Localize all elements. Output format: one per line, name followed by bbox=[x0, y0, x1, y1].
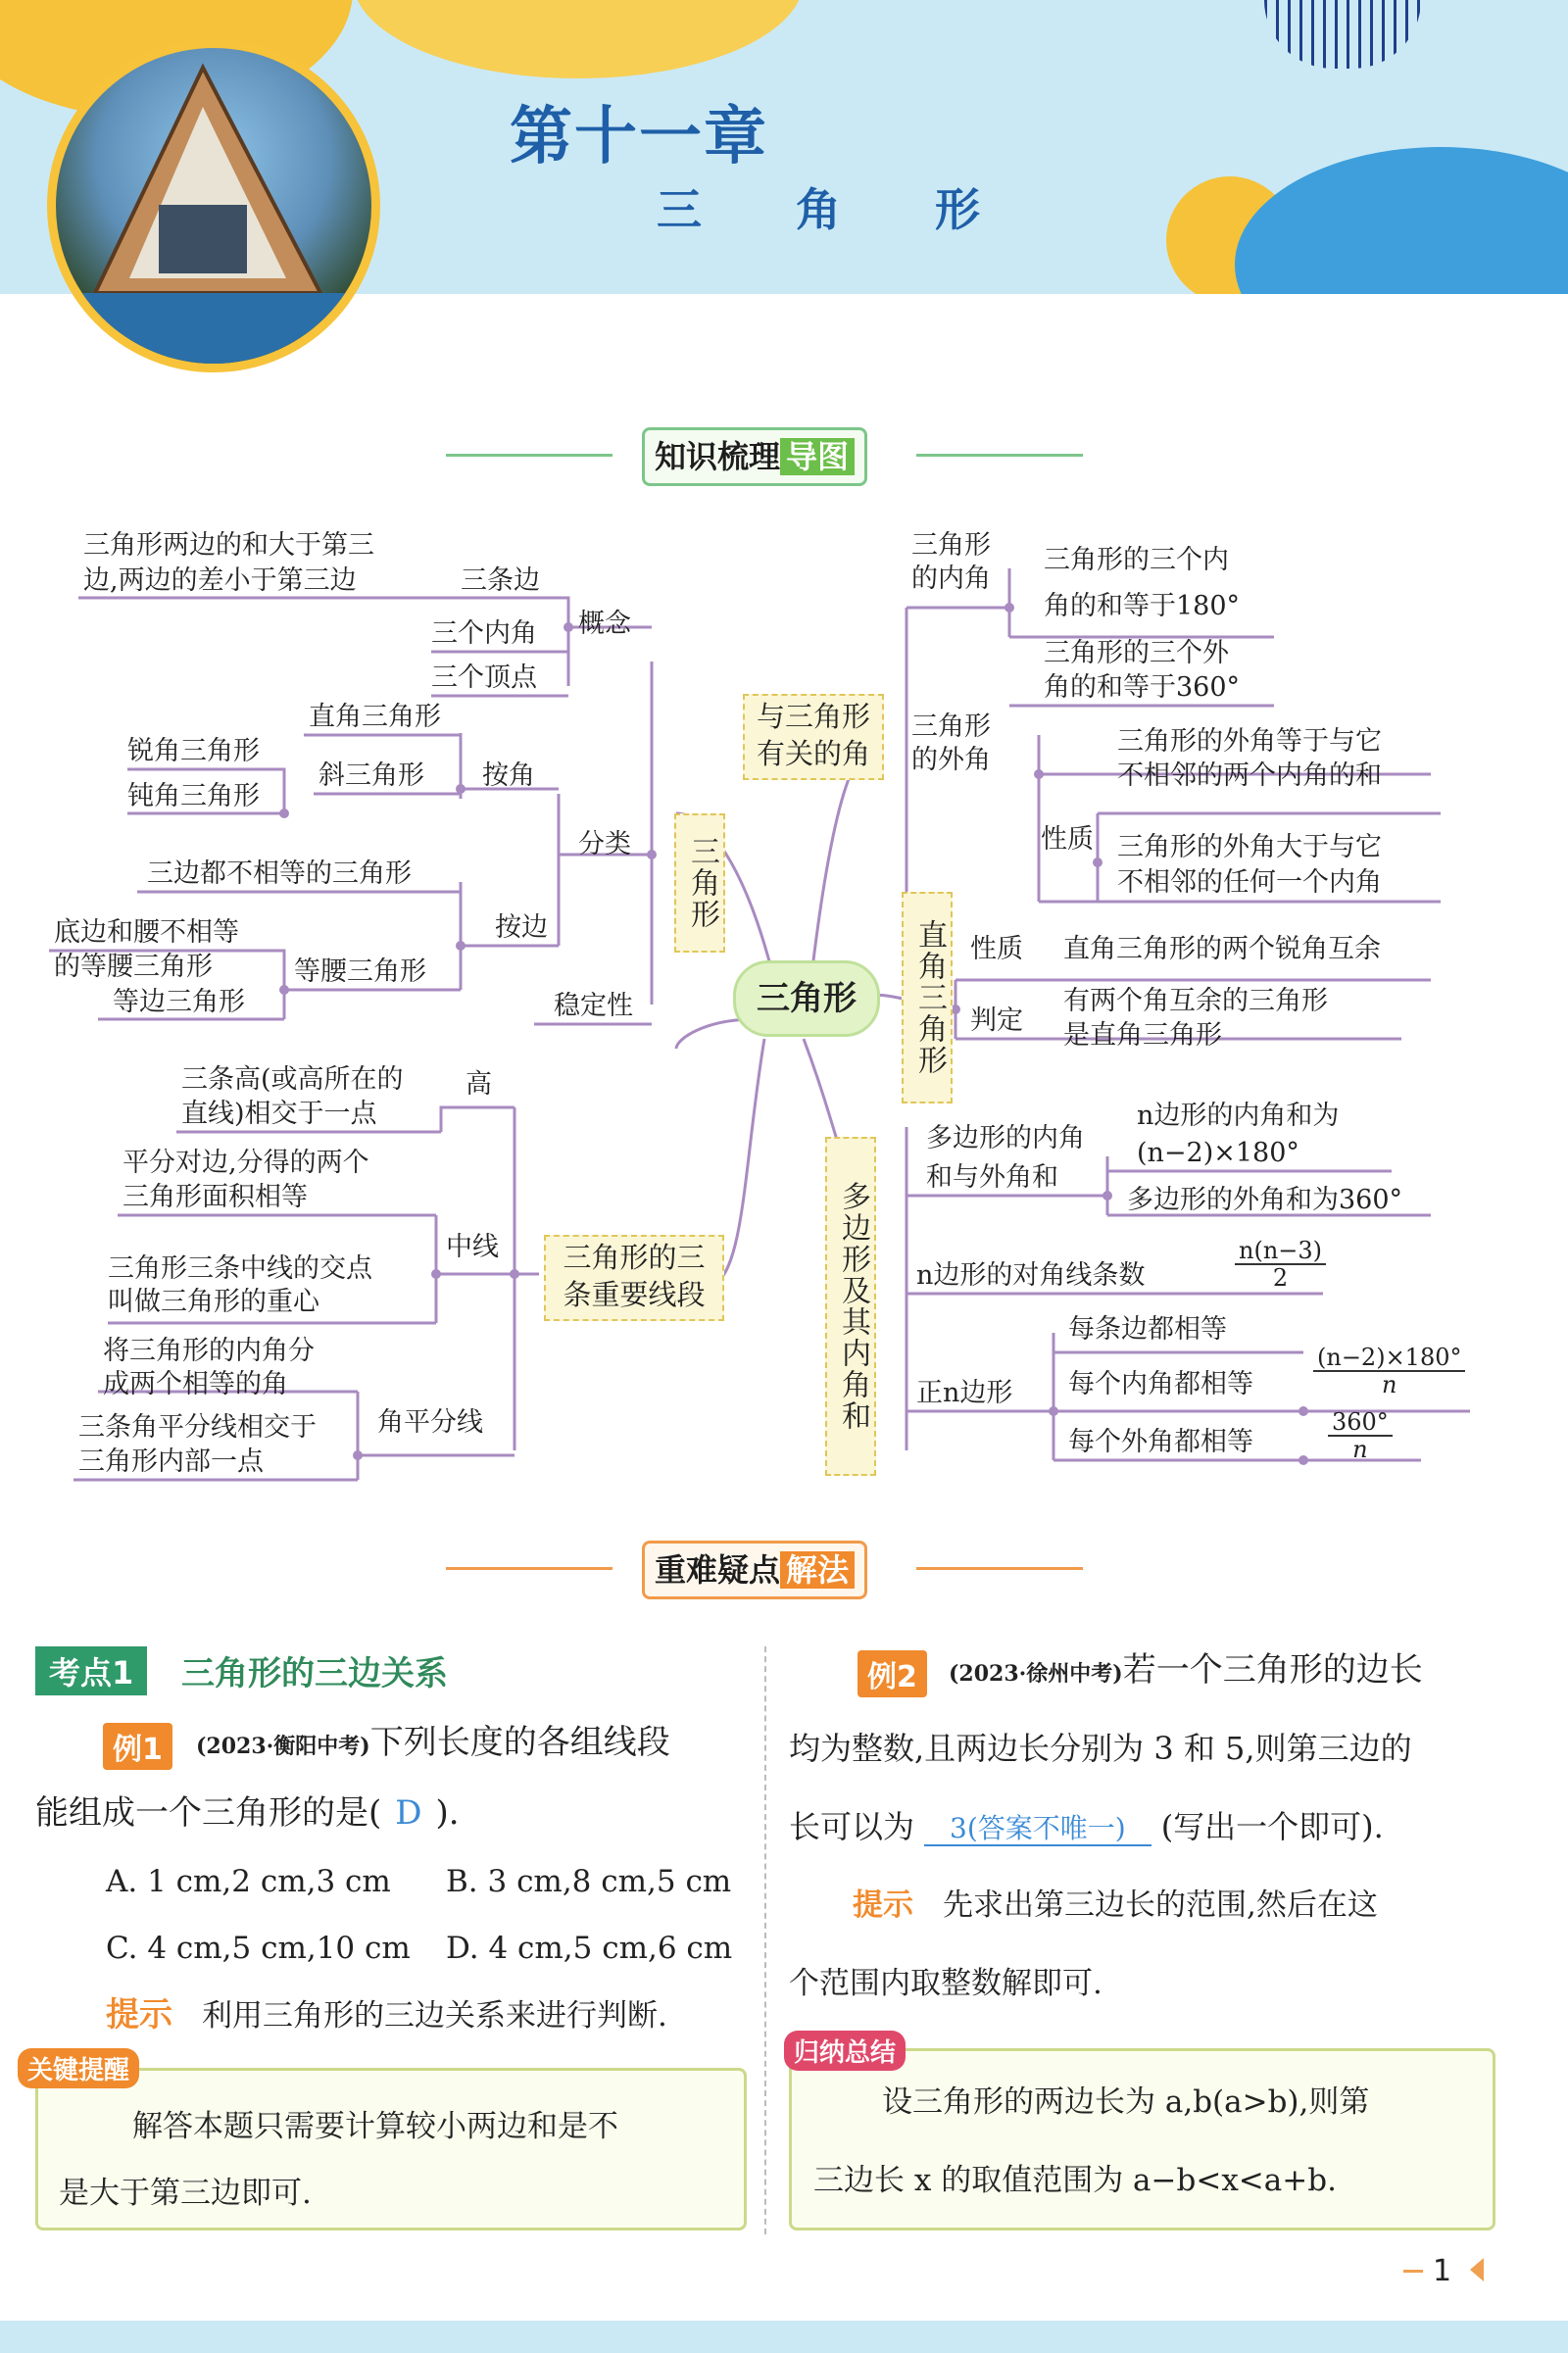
equilateral-triangle: 等边三角形 bbox=[113, 987, 245, 1017]
interior-sum-2: 角的和等于180° bbox=[1044, 591, 1241, 621]
diagonal-formula: $\frac{n(n-3)}{2}$ bbox=[1235, 1238, 1326, 1291]
point-label: 考点1 bbox=[35, 1646, 147, 1695]
decor-stripes bbox=[1264, 0, 1421, 69]
example2-hint-2: 个范围内取整数解即可. bbox=[789, 1966, 1102, 2001]
page-number: 1 bbox=[1433, 2254, 1452, 2288]
key-reminder-tag: 关键提醒 bbox=[18, 2048, 139, 2088]
mind-map bbox=[0, 490, 1568, 1509]
reg-ext-formula: $\frac{360^\circ}{n}$ bbox=[1328, 1409, 1393, 1462]
three-sides: 三条边 bbox=[461, 565, 540, 596]
median-note-4: 叫做三角形的重心 bbox=[108, 1287, 319, 1317]
example1-tag: 例1 bbox=[103, 1723, 172, 1770]
median-note-3: 三角形三条中线的交点 bbox=[108, 1253, 372, 1284]
point-title: 三角形的三边关系 bbox=[181, 1654, 448, 1693]
rt-judge-2: 是直角三角形 bbox=[1063, 1020, 1222, 1051]
rt-property: 性质 bbox=[970, 934, 1023, 964]
median: 中线 bbox=[446, 1232, 499, 1262]
key-reminder-2: 是大于第三边即可. bbox=[59, 2176, 312, 2211]
example2-line3: 长可以为 3(答案不唯一) (写出一个即可). bbox=[789, 1808, 1384, 1845]
interior-sum-1: 三角形的三个内 bbox=[1044, 545, 1229, 575]
by-side: 按边 bbox=[495, 912, 548, 943]
page-number-dash bbox=[1403, 2270, 1423, 2273]
example2-tag: 例2 bbox=[858, 1650, 927, 1697]
rt-judge: 判定 bbox=[970, 1005, 1023, 1036]
exterior-sum-2: 角的和等于360° bbox=[1044, 672, 1241, 703]
problems-banner: 重难疑点 解法 bbox=[446, 1541, 1083, 1597]
decor-yellow-wave bbox=[353, 0, 804, 78]
exterior-property: 性质 bbox=[1041, 824, 1094, 855]
regular-polygon: 正n边形 bbox=[916, 1378, 1013, 1408]
ext-prop1-2: 不相邻的两个内角的和 bbox=[1117, 760, 1382, 791]
classification: 分类 bbox=[578, 829, 631, 859]
bisector-note-3: 三条角平分线相交于 bbox=[78, 1412, 317, 1443]
example2-line1: (2023·徐州中考)若一个三角形的边长 bbox=[949, 1650, 1423, 1690]
example1-answer: D bbox=[395, 1793, 422, 1833]
poly-ext: 多边形的外角和为360° bbox=[1127, 1185, 1403, 1215]
poly-int-1: n边形的内角和为 bbox=[1137, 1101, 1340, 1131]
oblique-triangle: 斜三角形 bbox=[318, 760, 424, 791]
footer-band bbox=[0, 2321, 1568, 2353]
summary-tag: 归纳总结 bbox=[784, 2031, 906, 2071]
chapter-subtitle: 三 角 形 bbox=[657, 183, 1020, 236]
reg-int-formula: $\frac{(n-2)\times 180^\circ}{n}$ bbox=[1313, 1345, 1465, 1397]
scalene-triangle: 三边都不相等的三角形 bbox=[147, 858, 412, 889]
center-node: 三角形 bbox=[733, 960, 880, 1037]
bisector: 角平分线 bbox=[377, 1407, 483, 1438]
exterior-sum-1: 三角形的三个外 bbox=[1044, 638, 1229, 668]
isosceles-triangle: 等腰三角形 bbox=[294, 956, 426, 987]
poly-angle-2: 和与外角和 bbox=[926, 1162, 1058, 1193]
altitude: 高 bbox=[466, 1069, 492, 1100]
option-c: C. 4 cm,5 cm,10 cm bbox=[106, 1931, 411, 1966]
triangle-node: 三角形 bbox=[674, 813, 725, 953]
median-note-2: 三角形面积相等 bbox=[122, 1182, 308, 1212]
page-arrow-icon bbox=[1470, 2258, 1484, 2281]
chapter-title: 第十一章 bbox=[510, 101, 768, 173]
isosceles-non-eq-2: 的等腰三角形 bbox=[54, 952, 213, 982]
interior-angle: 三角形 的内角 bbox=[911, 530, 991, 594]
obtuse-triangle: 钝角三角形 bbox=[127, 781, 260, 811]
house-photo bbox=[47, 39, 380, 372]
column-divider bbox=[764, 1646, 766, 2234]
option-a: A. 1 cm,2 cm,3 cm bbox=[106, 1864, 391, 1899]
reg-ext: 每个外角都相等 bbox=[1068, 1427, 1253, 1457]
example2-answer: 3(答案不唯一) bbox=[924, 1812, 1152, 1846]
example1-line2: 能组成一个三角形的是( D ). bbox=[35, 1793, 460, 1833]
poly-int-2: (n−2)×180° bbox=[1137, 1138, 1299, 1168]
median-note-1: 平分对边,分得的两个 bbox=[122, 1148, 369, 1178]
decor-blue-blob bbox=[1235, 147, 1568, 294]
ext-prop2-2: 不相邻的任何一个内角 bbox=[1117, 867, 1382, 898]
angles-node: 与三角形 有关的角 bbox=[743, 694, 884, 780]
exterior-angle: 三角形 的外角 bbox=[911, 711, 991, 775]
bisector-note-4: 三角形内部一点 bbox=[78, 1446, 264, 1477]
three-sides-note-1: 三角形两边的和大于第三 bbox=[83, 530, 374, 561]
stability: 稳定性 bbox=[554, 991, 633, 1021]
altitude-note-2: 直线)相交于一点 bbox=[181, 1099, 377, 1129]
option-b: B. 3 cm,8 cm,5 cm bbox=[446, 1864, 732, 1899]
key-reminder-1: 解答本题只需要计算较小两边和是不 bbox=[132, 2109, 618, 2144]
option-d: D. 4 cm,5 cm,6 cm bbox=[446, 1931, 733, 1966]
example1-line1: (2023·衡阳中考)下列长度的各组线段 bbox=[196, 1723, 670, 1762]
reg-int: 每个内角都相等 bbox=[1068, 1369, 1253, 1399]
ext-prop2-1: 三角形的外角大于与它 bbox=[1117, 832, 1382, 862]
segments-node: 三角形的三 条重要线段 bbox=[544, 1235, 724, 1321]
summary-1: 设三角形的两边长为 a,b(a>b),则第 bbox=[882, 2084, 1370, 2120]
reg-sides: 每条边都相等 bbox=[1068, 1314, 1227, 1345]
altitude-note-1: 三条高(或高所在的 bbox=[181, 1064, 404, 1095]
example2-line2: 均为整数,且两边长分别为 3 和 5,则第三边的 bbox=[789, 1730, 1412, 1767]
example2-hint: 提示 先求出第三边长的范围,然后在这 bbox=[853, 1887, 1378, 1923]
right-triangle: 直角三角形 bbox=[309, 702, 441, 732]
by-angle: 按角 bbox=[482, 760, 535, 791]
diagonal-count: n边形的对角线条数 bbox=[916, 1260, 1146, 1291]
right-triangle-node: 直角三角形 bbox=[902, 892, 953, 1103]
three-vertices: 三个顶点 bbox=[431, 662, 537, 693]
three-angles: 三个内角 bbox=[431, 618, 537, 649]
isosceles-non-eq-1: 底边和腰不相等 bbox=[54, 917, 239, 948]
concept: 概念 bbox=[578, 609, 631, 639]
rt-judge-1: 有两个角互余的三角形 bbox=[1063, 986, 1328, 1016]
knowledge-banner: 知识梳理 导图 bbox=[446, 427, 1083, 484]
ext-prop1-1: 三角形的外角等于与它 bbox=[1117, 726, 1382, 757]
rt-property-text: 直角三角形的两个锐角互余 bbox=[1063, 934, 1381, 964]
example1-hint: 提示 利用三角形的三边关系来进行判断. bbox=[106, 1995, 667, 2034]
acute-triangle: 锐角三角形 bbox=[127, 736, 260, 766]
poly-angle-1: 多边形的内角 bbox=[926, 1123, 1085, 1153]
bisector-note-1: 将三角形的内角分 bbox=[103, 1336, 315, 1366]
summary-2: 三边长 x 的取值范围为 a−b<x<a+b. bbox=[813, 2163, 1337, 2198]
polygon-node: 多边形及其内角和 bbox=[825, 1137, 876, 1476]
summary-box bbox=[789, 2048, 1495, 2230]
bisector-note-2: 成两个相等的角 bbox=[103, 1369, 288, 1399]
three-sides-note-2: 边,两边的差小于第三边 bbox=[83, 565, 357, 596]
